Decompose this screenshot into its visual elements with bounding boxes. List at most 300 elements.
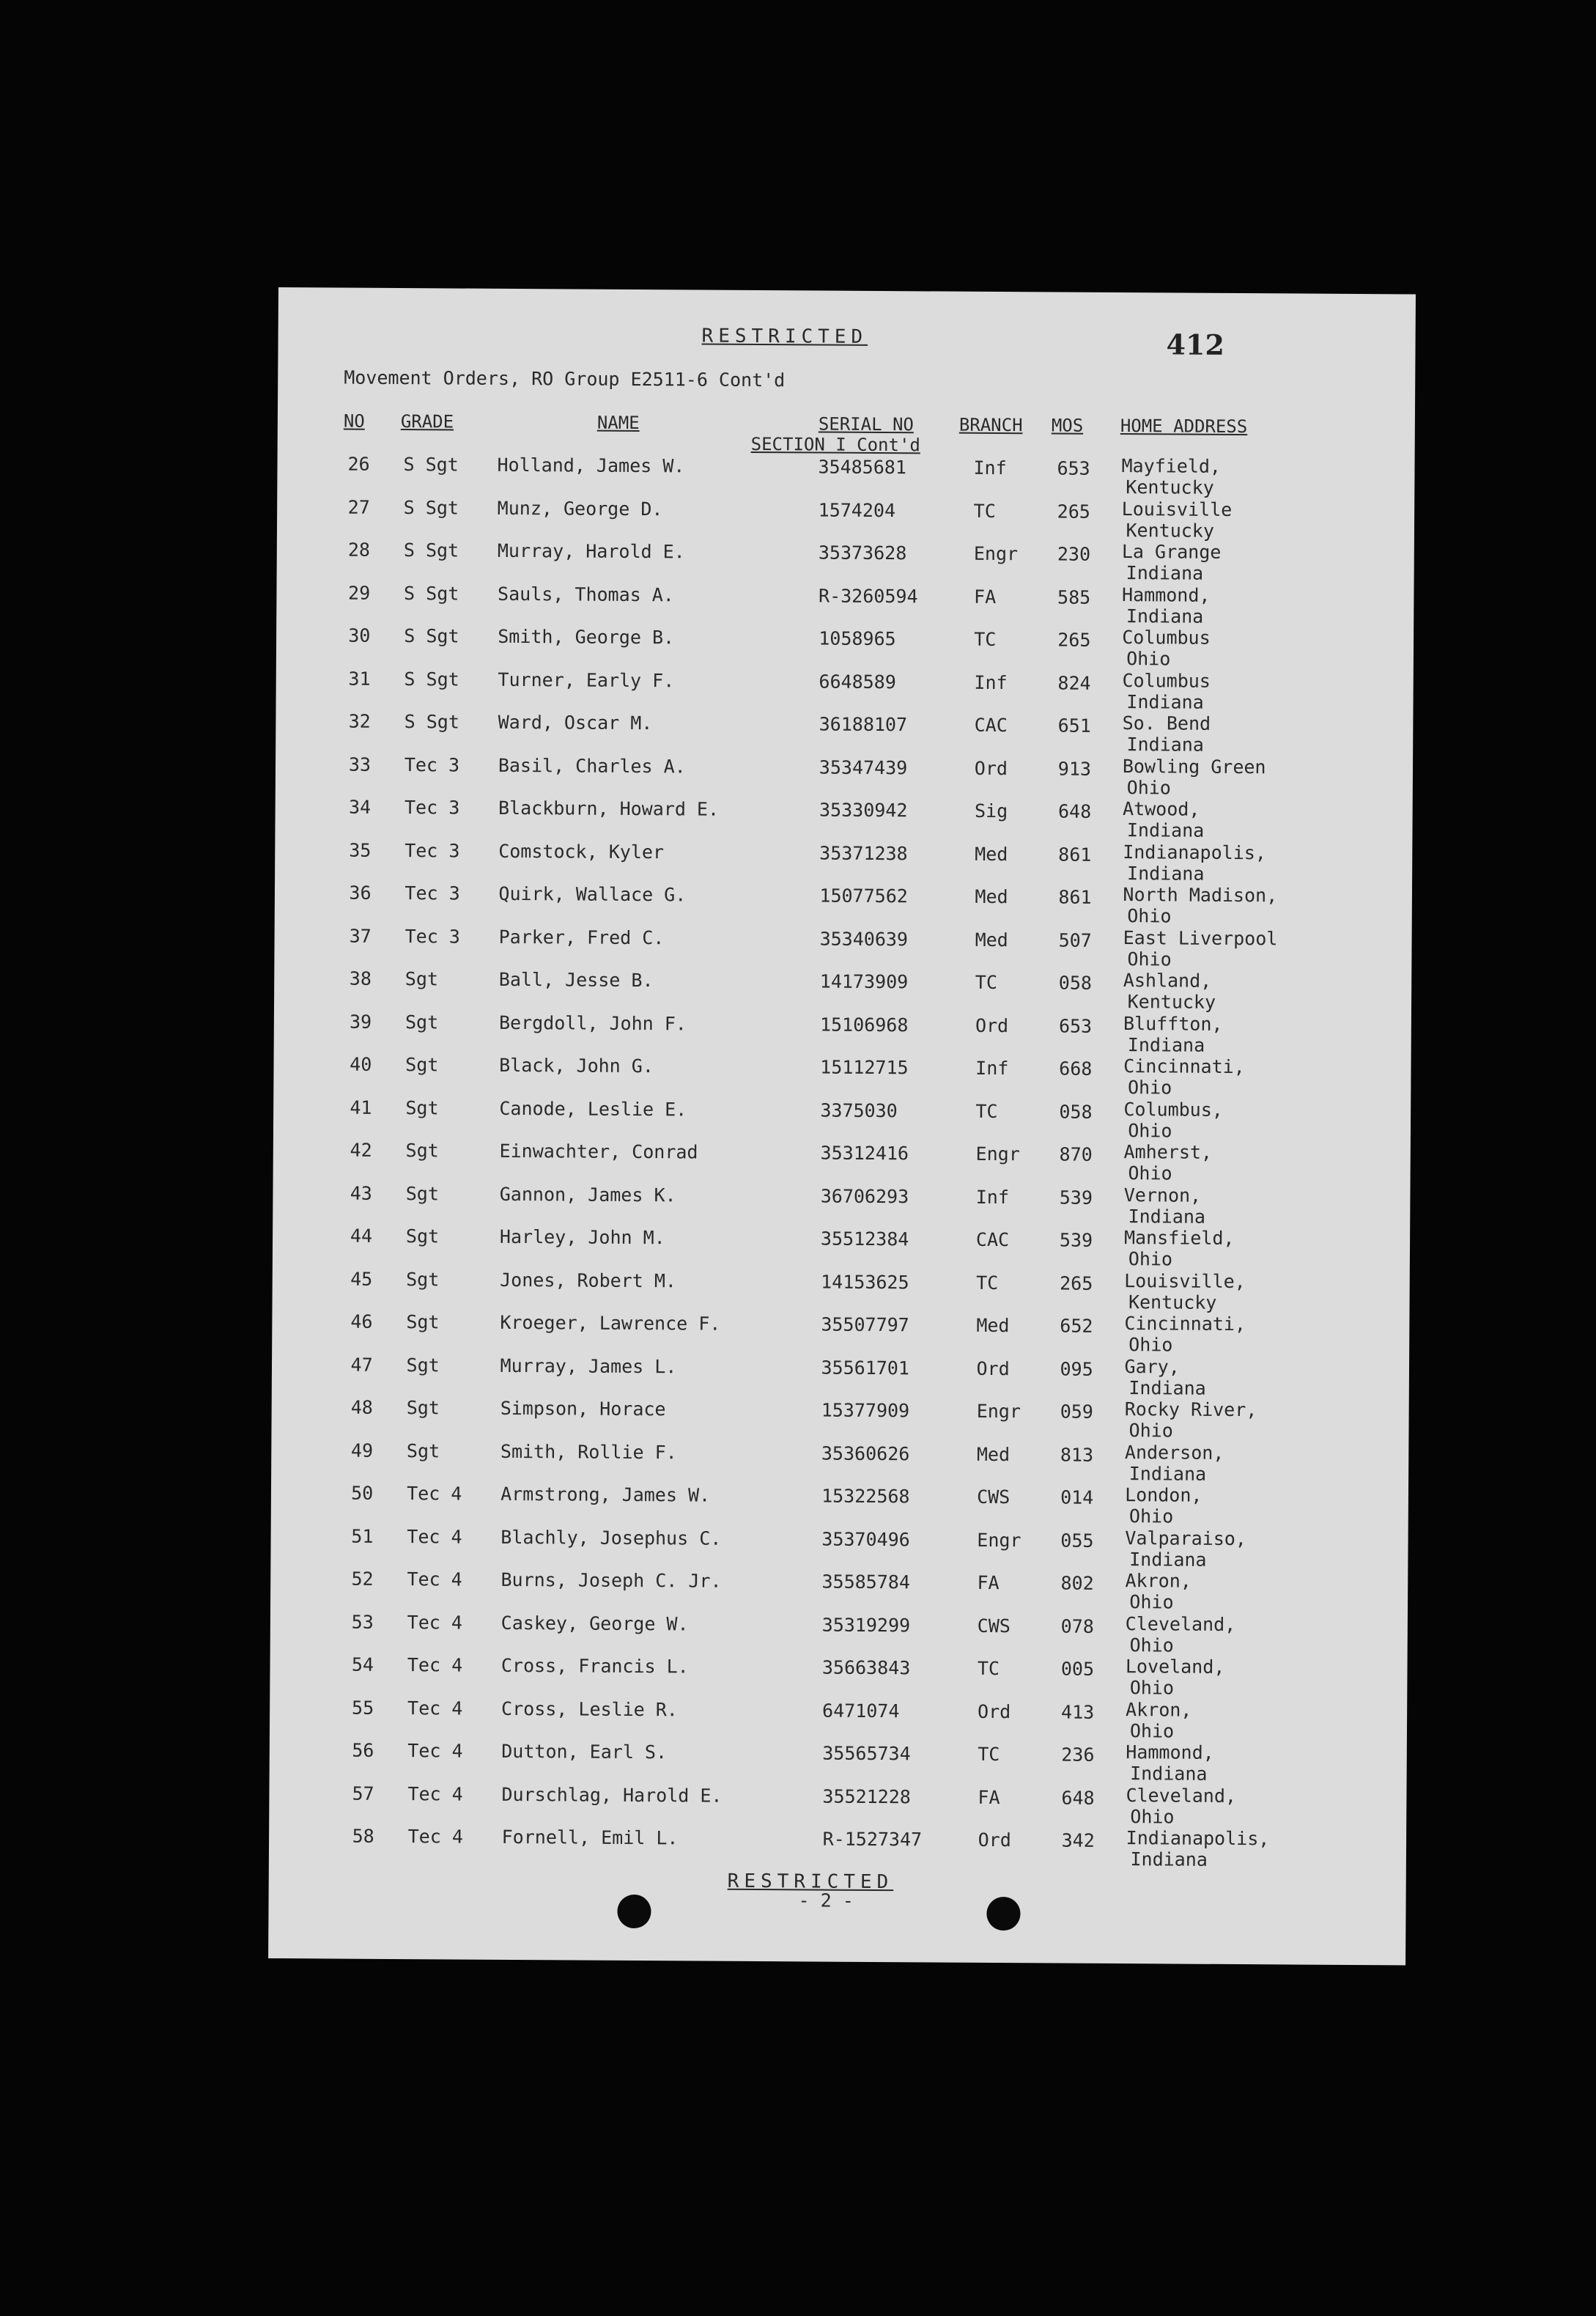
row-mos: 539 [1059, 1229, 1093, 1251]
address-state: Ohio [1129, 1677, 1175, 1699]
address-city: Louisville [1121, 498, 1233, 520]
address-city: East Liverpool [1123, 926, 1278, 949]
row-serial: 35565734 [822, 1742, 911, 1765]
row-serial: 1574204 [818, 499, 896, 521]
row-branch: Engr [975, 1143, 1020, 1165]
address-state: Ohio [1129, 1634, 1174, 1656]
table-row [276, 624, 1414, 674]
row-grade: Tec 3 [404, 753, 460, 776]
row-branch: Sig [974, 800, 1008, 822]
row-number: 31 [348, 668, 371, 690]
row-name: Sauls, Thomas A. [498, 583, 675, 605]
col-header-mos: MOS [1051, 415, 1084, 436]
row-grade: Sgt [405, 1096, 439, 1118]
row-home-address [1125, 1613, 1235, 1656]
table-row [270, 1568, 1408, 1617]
row-grade: Tec 4 [407, 1782, 463, 1805]
row-branch: TC [975, 1100, 998, 1122]
row-name: Quirk, Wallace G. [498, 882, 687, 906]
row-serial: 35370496 [821, 1528, 910, 1550]
row-mos: 913 [1057, 758, 1092, 780]
table-row [276, 667, 1413, 716]
row-grade: S Sgt [403, 539, 459, 561]
row-home-address [1122, 670, 1211, 713]
address-city: Anderson, [1124, 1441, 1224, 1464]
row-mos: 236 [1061, 1744, 1095, 1766]
address-city: Cincinnati, [1123, 1055, 1245, 1078]
col-header-address: HOME ADDRESS [1120, 416, 1248, 438]
row-name: Smith, Rollie F. [500, 1440, 677, 1463]
row-home-address [1125, 1484, 1202, 1527]
row-mos: 058 [1059, 1101, 1093, 1123]
row-mos: 539 [1059, 1187, 1093, 1209]
row-home-address [1124, 1356, 1206, 1399]
address-city: Atwood, [1122, 798, 1200, 820]
col-header-name: NAME [596, 412, 640, 434]
row-number: 29 [348, 582, 371, 604]
row-name: Armstrong, James W. [500, 1483, 711, 1506]
address-city: Ashland, [1123, 970, 1212, 992]
row-home-address [1123, 798, 1205, 841]
row-serial: 35485681 [818, 456, 907, 479]
address-state: Ohio [1129, 1591, 1174, 1613]
row-serial: 35371238 [819, 842, 908, 864]
address-state: Ohio [1127, 948, 1172, 970]
row-name: Blackburn, Howard E. [498, 797, 720, 820]
address-city: Mansfield, [1123, 1227, 1235, 1249]
row-grade: S Sgt [404, 711, 460, 733]
address-state: Ohio [1127, 905, 1172, 927]
document-title: Movement Orders, RO Group E2511-6 Cont'd [344, 366, 786, 391]
row-home-address [1122, 627, 1211, 670]
address-city: La Grange [1121, 541, 1222, 563]
address-city: Cleveland, [1125, 1612, 1236, 1635]
row-grade: Sgt [405, 1054, 439, 1076]
address-city: Akron, [1125, 1570, 1192, 1592]
address-state: Kentucky [1128, 1291, 1217, 1313]
address-state: Ohio [1129, 1719, 1175, 1742]
address-city: Columbus [1122, 627, 1211, 649]
row-number: 44 [350, 1225, 373, 1247]
row-mos: 653 [1057, 457, 1090, 479]
row-number: 49 [350, 1439, 374, 1461]
row-home-address [1123, 1099, 1223, 1142]
table-row [276, 753, 1413, 802]
row-number: 45 [350, 1268, 373, 1290]
row-branch: Ord [976, 1357, 1010, 1379]
row-serial: 6471074 [822, 1700, 900, 1722]
row-branch: CAC [975, 1228, 1010, 1251]
row-home-address [1126, 1656, 1225, 1699]
table-row [272, 1267, 1409, 1316]
row-grade: S Sgt [404, 582, 459, 605]
row-serial: 35330942 [819, 799, 908, 822]
row-home-address [1124, 1227, 1235, 1270]
address-city: Loveland, [1125, 1656, 1225, 1678]
row-branch: Med [976, 1314, 1010, 1337]
row-branch: Ord [977, 1700, 1011, 1722]
row-home-address [1123, 1013, 1223, 1056]
row-mos: 014 [1060, 1486, 1094, 1508]
row-name: Blachly, Josephus C. [500, 1526, 722, 1549]
row-mos: 870 [1059, 1143, 1093, 1165]
row-mos: 653 [1058, 1015, 1093, 1037]
row-home-address [1125, 1527, 1246, 1571]
address-city: Bowling Green [1122, 755, 1266, 778]
row-grade: Sgt [406, 1311, 440, 1333]
row-number: 34 [348, 796, 372, 818]
row-number: 52 [351, 1568, 374, 1590]
row-branch: Med [975, 843, 1008, 865]
row-name: Murray, Harold E. [497, 539, 685, 563]
row-mos: 802 [1060, 1572, 1094, 1594]
row-serial: 35312416 [820, 1142, 909, 1165]
table-row [270, 1610, 1408, 1659]
row-mos: 507 [1058, 929, 1092, 951]
table-row [275, 882, 1412, 931]
row-serial: 14173909 [819, 970, 909, 993]
address-city: Gary, [1124, 1355, 1180, 1378]
address-city: Akron, [1126, 1698, 1192, 1721]
address-city: So. Bend [1122, 712, 1211, 734]
row-mos: 078 [1060, 1615, 1094, 1637]
row-serial: 35585784 [821, 1571, 911, 1593]
row-mos: 651 [1057, 715, 1091, 737]
row-branch: Ord [978, 1829, 1011, 1851]
row-serial: 6648589 [819, 671, 896, 693]
table-row [270, 1653, 1407, 1703]
document-page [268, 287, 1416, 1965]
address-state: Ohio [1128, 1505, 1174, 1527]
row-branch: FA [973, 586, 997, 608]
address-state: Indiana [1128, 1376, 1206, 1399]
address-city: Hammond, [1122, 583, 1211, 606]
row-grade: Tec 4 [407, 1483, 462, 1505]
row-mos: 265 [1060, 1272, 1093, 1294]
row-name: Munz, George D. [497, 497, 663, 520]
row-branch: Engr [973, 542, 1019, 565]
row-number: 27 [347, 496, 370, 518]
row-name: Caskey, George W. [500, 1612, 689, 1634]
punch-hole-right [986, 1897, 1020, 1930]
row-number: 40 [350, 1053, 372, 1075]
row-name: Turner, Early F. [498, 668, 675, 691]
row-number: 37 [349, 925, 372, 947]
row-serial: 35521228 [822, 1785, 911, 1807]
row-serial: R-3260594 [818, 585, 918, 607]
row-mos: 005 [1060, 1658, 1095, 1680]
row-grade: Sgt [406, 1397, 440, 1419]
row-number: 41 [350, 1096, 372, 1118]
row-grade: Tec 4 [407, 1525, 462, 1548]
table-row [276, 581, 1414, 630]
col-header-serial: SERIAL NO [818, 413, 915, 435]
row-mos: 059 [1060, 1401, 1093, 1423]
row-name: Dutton, Earl S. [501, 1740, 668, 1763]
address-city: Rocky River, [1124, 1398, 1257, 1421]
footer-classification: RESTRICTED [727, 1870, 894, 1894]
row-serial: 35347439 [819, 756, 908, 778]
row-name: Murray, James L. [500, 1354, 677, 1377]
row-serial: 35561701 [821, 1357, 910, 1379]
row-mos: 413 [1060, 1701, 1095, 1723]
row-grade: S Sgt [403, 496, 459, 519]
table-row [273, 1181, 1410, 1231]
row-branch: TC [975, 971, 998, 994]
address-state: Ohio [1128, 1248, 1173, 1270]
row-name: Comstock, Kyler [498, 840, 665, 863]
row-number: 56 [352, 1739, 374, 1761]
address-state: Ohio [1127, 1077, 1172, 1099]
row-mos: 058 [1058, 972, 1093, 994]
row-home-address [1124, 1184, 1206, 1228]
row-grade: Sgt [406, 1354, 440, 1376]
address-state: Ohio [1126, 776, 1172, 798]
row-home-address [1125, 1570, 1192, 1613]
row-name: Durschlag, Harold E. [501, 1783, 723, 1807]
row-branch: CWS [977, 1486, 1011, 1508]
table-row [275, 838, 1412, 888]
row-grade: Tec 4 [407, 1740, 463, 1762]
table-row [269, 1782, 1406, 1831]
row-serial: 15077562 [819, 885, 908, 907]
row-home-address [1123, 1141, 1212, 1184]
row-home-address [1126, 1785, 1236, 1828]
row-branch: TC [978, 1743, 1000, 1766]
row-number: 26 [347, 453, 370, 475]
row-number: 46 [350, 1310, 373, 1332]
table-row [272, 1310, 1409, 1360]
row-grade: Sgt [405, 1140, 439, 1162]
punch-hole-left [617, 1895, 651, 1928]
address-state: Indiana [1127, 1033, 1205, 1056]
row-home-address [1126, 1741, 1214, 1785]
row-mos: 648 [1057, 800, 1092, 822]
row-home-address [1123, 756, 1266, 799]
row-number: 51 [351, 1525, 374, 1547]
row-grade: Tec 4 [407, 1611, 463, 1634]
row-name: Ball, Jesse B. [498, 968, 654, 992]
row-home-address [1123, 841, 1266, 885]
row-branch: Med [975, 929, 1008, 951]
row-serial: 35360626 [821, 1442, 910, 1464]
row-mos: 652 [1060, 1315, 1093, 1337]
row-serial: 15377909 [821, 1399, 910, 1422]
row-grade: Sgt [406, 1268, 440, 1290]
row-serial: 15112715 [820, 1056, 909, 1079]
row-name: Einwachter, Conrad [499, 1140, 698, 1163]
address-state: Ohio [1128, 1119, 1172, 1141]
address-state: Indiana [1129, 1548, 1207, 1571]
row-home-address [1124, 1398, 1257, 1442]
col-header-no: NO [343, 410, 365, 432]
row-home-address [1124, 1313, 1246, 1356]
row-branch: TC [974, 628, 997, 650]
row-grade: S Sgt [404, 625, 459, 647]
header-classification: RESTRICTED [701, 325, 868, 348]
row-grade: S Sgt [403, 454, 459, 476]
row-serial: 35512384 [820, 1228, 909, 1250]
row-number: 54 [351, 1653, 374, 1675]
row-name: Ward, Oscar M. [498, 711, 653, 734]
row-home-address [1122, 584, 1211, 627]
row-branch: Inf [975, 1186, 1010, 1208]
address-state: Indiana [1126, 862, 1205, 885]
row-serial: 14153625 [821, 1271, 909, 1293]
row-grade: Tec 3 [404, 925, 460, 948]
row-branch: Engr [977, 1529, 1021, 1551]
address-state: Indiana [1126, 605, 1204, 627]
row-number: 48 [350, 1396, 373, 1418]
address-city: Amherst, [1123, 1141, 1213, 1163]
row-name: Fornell, Emil L. [501, 1826, 679, 1849]
address-city: Vernon, [1123, 1184, 1202, 1206]
address-city: Columbus, [1123, 1098, 1223, 1121]
address-state: Ohio [1126, 648, 1171, 670]
row-grade: Tec 3 [404, 882, 460, 904]
table-row [276, 710, 1413, 759]
row-number: 50 [351, 1482, 374, 1504]
row-number: 53 [351, 1611, 374, 1633]
row-branch: Engr [976, 1400, 1021, 1423]
row-branch: Inf [975, 1057, 1009, 1080]
row-name: Harley, John M. [499, 1225, 665, 1249]
row-serial: R-1527347 [822, 1828, 923, 1851]
address-state: Indiana [1128, 1205, 1206, 1228]
row-mos: 813 [1060, 1444, 1094, 1466]
row-number: 28 [347, 539, 371, 561]
row-serial: 15322568 [821, 1485, 910, 1508]
row-name: Cross, Leslie R. [501, 1697, 679, 1720]
col-header-grade: GRADE [400, 411, 454, 432]
row-grade: Sgt [406, 1439, 440, 1461]
row-mos: 265 [1057, 629, 1091, 651]
address-city: Bluffton, [1123, 1012, 1223, 1035]
row-number: 57 [352, 1782, 374, 1804]
row-serial: 35507797 [821, 1313, 909, 1336]
row-number: 39 [349, 1011, 372, 1033]
address-state: Ohio [1128, 1334, 1173, 1356]
row-serial: 3375030 [820, 1099, 898, 1121]
address-state: Kentucky [1126, 476, 1214, 498]
row-number: 36 [349, 882, 372, 904]
row-home-address [1123, 927, 1277, 970]
row-home-address [1121, 455, 1221, 498]
row-serial: 1058965 [819, 627, 896, 650]
address-city: Valparaiso, [1125, 1527, 1247, 1549]
row-mos: 230 [1057, 543, 1091, 565]
row-mos: 824 [1057, 672, 1091, 694]
row-name: Cross, Francis L. [500, 1654, 689, 1678]
row-number: 42 [350, 1139, 372, 1161]
row-branch: FA [978, 1786, 1000, 1808]
table-row [277, 539, 1414, 588]
table-row [277, 495, 1414, 545]
row-mos: 648 [1061, 1787, 1095, 1809]
row-serial: 36188107 [819, 713, 908, 736]
row-branch: Ord [975, 1014, 1009, 1036]
row-home-address [1125, 1442, 1224, 1485]
address-state: Ohio [1130, 1805, 1175, 1828]
row-mos: 585 [1057, 586, 1091, 608]
row-home-address [1122, 541, 1222, 584]
address-city: Indianapolis, [1123, 841, 1267, 863]
table-row [271, 1482, 1408, 1531]
address-state: Indiana [1126, 690, 1204, 713]
row-grade: Tec 4 [407, 1826, 464, 1848]
row-branch: Inf [973, 457, 1007, 479]
address-state: Kentucky [1127, 991, 1216, 1013]
row-name: Smith, George B. [498, 625, 675, 649]
row-grade: S Sgt [404, 668, 459, 690]
table-row [275, 796, 1412, 845]
row-branch: Med [975, 885, 1008, 908]
row-home-address [1124, 1270, 1246, 1313]
row-number: 30 [348, 624, 371, 646]
footer-page-number: - 2 - [798, 1889, 854, 1911]
row-branch: TC [973, 500, 996, 522]
table-row [274, 1010, 1411, 1059]
row-home-address [1121, 498, 1232, 542]
row-number: 43 [350, 1182, 372, 1204]
section-label: SECTION I Cont'd [750, 433, 920, 456]
row-grade: Sgt [405, 1225, 440, 1247]
row-home-address [1126, 1827, 1269, 1870]
table-row [274, 924, 1411, 973]
page-number: 412 [1166, 328, 1225, 361]
address-city: Cincinnati, [1124, 1313, 1246, 1335]
row-mos: 861 [1058, 844, 1092, 866]
row-name: Simpson, Horace [500, 1397, 666, 1420]
row-mos: 668 [1059, 1058, 1093, 1080]
row-number: 33 [348, 753, 372, 775]
address-city: Mayfield, [1121, 455, 1222, 477]
row-mos: 861 [1058, 886, 1092, 908]
row-serial: 35373628 [818, 542, 907, 564]
table-row [273, 1225, 1410, 1274]
row-grade: Tec 3 [404, 797, 460, 819]
row-branch: TC [976, 1272, 999, 1294]
address-state: Indiana [1126, 819, 1205, 841]
row-name: Holland, James W. [497, 454, 685, 477]
row-mos: 095 [1060, 1358, 1093, 1380]
row-number: 47 [350, 1354, 373, 1376]
row-branch: FA [977, 1571, 1000, 1594]
row-name: Gannon, James K. [499, 1183, 676, 1206]
row-home-address [1123, 1055, 1245, 1099]
row-grade: Tec 4 [407, 1568, 462, 1590]
row-name: Parker, Fred C. [498, 926, 665, 948]
row-name: Basil, Charles A. [498, 754, 686, 777]
address-city: North Madison, [1123, 884, 1278, 907]
row-grade: Sgt [404, 1011, 439, 1033]
address-state: Ohio [1128, 1162, 1172, 1184]
table-row [273, 1053, 1411, 1102]
row-branch: TC [977, 1657, 1000, 1680]
row-name: Kroeger, Lawrence F. [500, 1311, 721, 1335]
row-grade: Tec 4 [407, 1697, 463, 1719]
table-row [273, 1096, 1411, 1145]
address-state: Kentucky [1126, 519, 1215, 542]
row-branch: CAC [974, 714, 1008, 737]
row-number: 55 [352, 1697, 374, 1719]
table-row [273, 1139, 1411, 1188]
address-city: Cleveland, [1126, 1784, 1237, 1807]
row-serial: 35319299 [821, 1614, 911, 1636]
row-number: 38 [349, 967, 372, 989]
address-city: Hammond, [1126, 1741, 1214, 1763]
row-name: Canode, Leslie E. [499, 1097, 687, 1120]
